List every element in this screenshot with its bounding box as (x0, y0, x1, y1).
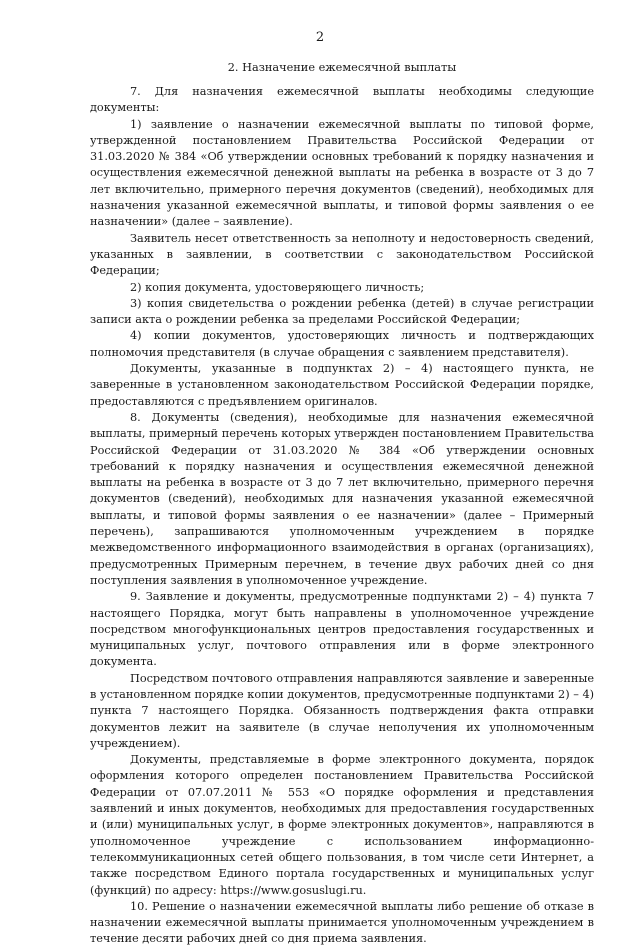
paragraph-7-item-3: 3) копия свидетельства о рождении ребенка (детей) в случае регистрации записи акта о рождении ребенка за пределами Российской Федерации; (90, 296, 594, 327)
paragraph-postal: Посредством почтового отправления направляются заявление и заверенные в установленном порядке копии документов, предусмотренные подпунктами 2) – 4) пункта 7 настоящего Порядка. Обязанность подтверждения факта отправки документов лежит на заявителе (в случае неполучения их уполномоченным учреждением). (90, 671, 594, 750)
paragraph-7-item-4: 4) копии документов, удостоверяющих личность и подтверждающих полномочия представителя (в случае обращения с заявлением представителя). (90, 329, 594, 359)
paragraph-8: 8. Документы (сведения), необходимые для назначения ежемесячной выплаты, примерный перечень которых утвержден постановлением Правительства Российской Федерации от 31.03.2020 № 384 «Об утверждении основных требований к порядку назначения и осуществления ежемесячной денежной выплаты на ребенка в возрасте от 3 до 7 лет включительно, примерного перечня документов (сведений), необходимых для назначения указанной ежемесячной выплаты, и типовой формы заявления о ее назначении» (далее – Примерный перечень), запрашиваются уполномоченным учреждением в порядке межведомственного информационного взаимодействия в органах (организациях), предусмотренных Примерным перечнем, в течение двух рабочих дней со дня поступления заявления в уполномоченное учреждение. (90, 410, 594, 587)
paragraph-7-item-1: 1) заявление о назначении ежемесячной выплаты по типовой форме, утвержденной постановлением Правительства Российской Федерации от 31.03.2020 № 384 «Об утверждении основных требований к порядку назначения и осуществления ежемесячной денежной выплаты на ребенка в возрасте от 3 до 7 лет включительно, примерного перечня документов (сведений), необходимых для назначения указанной ежемесячной выплаты, и типовой формы заявления о ее назначении» (далее – заявление). (90, 117, 594, 229)
section-title: 2. Назначение ежемесячной выплаты (227, 61, 457, 74)
paragraph-9: 9. Заявление и документы, предусмотренные подпунктами 2) – 4) пункта 7 настоящего Порядка, могут быть направлены в уполномоченное учреждение посредством многофункциональных центров предоставления государственных и муниципальных услуг, почтового отправления или в форме электронного документа. (90, 590, 594, 669)
page-number: 2 (315, 30, 325, 45)
document-body (90, 60, 594, 948)
paragraph-7-item-2: 2) копия документа, удостоверяющего личность; (130, 280, 425, 294)
paragraph-7: 7. Для назначения ежемесячной выплаты необходимы следующие документы: (90, 85, 594, 115)
paragraph-copies-note: Документы, указанные в подпунктах 2) – 4) настоящего пункта, не заверенные в установленном законодательством Российской Федерации порядке, предоставляются с предъявлением оригиналов. (90, 362, 594, 408)
paragraph-electronic: Документы, представляемые в форме электронного документа, порядок оформления которого определен постановлением Правительства Российской Федерации от 07.07.2011 № 553 «О порядке оформления и представления заявлений и иных документов, необходимых для предоставления государственных и (или) муниципальных услуг, в форме электронных документов», направляются в уполномоченное учреждение с использованием информационно-телекоммуникационных сетей общего пользования, в том числе сети Интернет, а также посредством Единого портала государственных и муниципальных услуг (функций) по адресу: https://www.gosuslugi.ru. (90, 753, 594, 897)
paragraph-responsibility: Заявитель несет ответственность за неполноту и недостоверность сведений, указанных в заявлении, в соответствии с законодательством Российской Федерации; (90, 231, 594, 278)
paragraph-10: 10. Решение о назначении ежемесячной выплаты либо решение об отказе в назначении ежемесячной выплаты принимается уполномоченным учреждением в течение десяти рабочих дней со дня приема заявления. (90, 899, 594, 946)
